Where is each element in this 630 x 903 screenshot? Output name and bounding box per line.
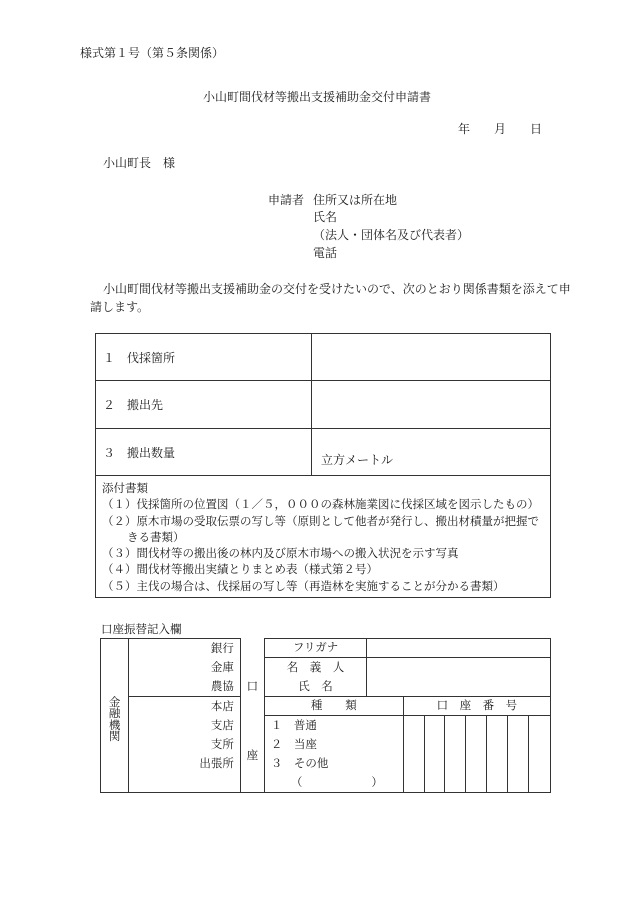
application-table [95, 333, 551, 598]
institution-vertical-label: 金 融 機 関 [101, 639, 129, 793]
bank-transfer-table [100, 638, 551, 793]
holder-name-field[interactable] [367, 658, 551, 697]
row-label-quantity: ３ 搬出数量 [96, 429, 312, 476]
account-label-2: 座 [246, 748, 259, 762]
attachment-item: （３）間伐材等の搬出後の林内及び原木市場への搬入状況を示す写真 [102, 546, 459, 561]
account-number-header: 口 座 番 号 [403, 697, 550, 716]
attachment-item: （２）原木市場の受取伝票の写し等（原則として他者が発行し、搬出材積量が把握で [102, 513, 539, 528]
date-day: 日 [530, 122, 543, 136]
attachment-item: （４）間伐材等搬出実績とりまとめ表（様式第２号） [102, 562, 378, 577]
account-label-1: 口 [240, 677, 264, 697]
table-row [96, 381, 551, 429]
furigana-label: フリガナ [264, 639, 366, 658]
attachments-heading: 添付書類 [102, 481, 148, 495]
account-digit[interactable] [466, 716, 487, 793]
account-type-field[interactable] [264, 716, 403, 793]
branch-type-branch: 支店 [210, 718, 234, 732]
attachment-item: （５）主伐の場合は、伐採届の写し等（再造林を実施することが分かる書類） [102, 578, 505, 593]
holder-name-label: 氏 名 [298, 679, 333, 693]
institution-type-nokyo: 農協 [210, 679, 234, 693]
quantity-field[interactable] [312, 429, 551, 476]
document-title: 小山町間伐材等搬出支援補助金交付申請書 [203, 90, 432, 104]
applicant-name: 氏名 [313, 210, 338, 224]
branch-type-main: 本店 [210, 699, 234, 713]
furigana-field[interactable] [367, 639, 551, 658]
institution-type-bank: 銀行 [210, 641, 234, 655]
destination-field[interactable] [312, 381, 551, 429]
row-label-felling-site: １ 伐採箇所 [96, 334, 312, 381]
branch-type-sub: 支所 [210, 737, 234, 751]
holder-label-cell [264, 658, 366, 697]
attachments-row [96, 476, 551, 598]
account-digit[interactable] [528, 716, 550, 793]
attachment-item-continued: きる書類） [127, 529, 185, 544]
attachment-item: （１）伐採箇所の位置図（１／５，０００の森林施業図に伐採区域を図示したもの） [102, 497, 539, 512]
holder-label: 名 義 人 [286, 660, 345, 674]
branch-name-field[interactable] [129, 697, 241, 793]
account-type-ordinary[interactable]: １ 普通 [270, 718, 317, 732]
account-digit[interactable] [403, 716, 424, 793]
felling-site-field[interactable] [312, 334, 551, 381]
type-header: 種 類 [264, 697, 403, 716]
applicant-label: 申請者 [268, 193, 305, 207]
account-digit[interactable] [445, 716, 466, 793]
institution-type-shinkin: 金庫 [210, 660, 234, 674]
branch-type-office: 出張所 [199, 756, 234, 770]
form-number: 様式第１号（第５条関係） [80, 46, 225, 60]
account-type-other[interactable]: ３ その他 [270, 756, 329, 770]
body-line-2: 請します。 [90, 300, 150, 314]
date-year: 年 [458, 122, 471, 136]
row-label-destination: ２ 搬出先 [96, 381, 312, 429]
account-type-current[interactable]: ２ 当座 [270, 737, 317, 751]
quantity-unit: 立方メートル [321, 452, 394, 467]
applicant-address: 住所又は所在地 [313, 193, 398, 207]
account-digit[interactable] [487, 716, 508, 793]
institution-name-field[interactable] [129, 639, 241, 697]
account-digit[interactable] [424, 716, 445, 793]
table-row [96, 334, 551, 381]
applicant-phone: 電話 [313, 246, 338, 260]
bank-section-title: 口座振替記入欄 [101, 622, 182, 636]
account-type-other-paren: （ ） [290, 775, 383, 789]
date-month: 月 [494, 122, 507, 136]
attachments-cell [96, 476, 551, 598]
table-row [96, 429, 551, 476]
account-digit[interactable] [508, 716, 529, 793]
body-line-1: 小山町間伐材等搬出支援補助金の交付を受けたいので、次のとおり関係書類を添えて申 [103, 282, 571, 296]
applicant-corporate-note: （法人・団体名及び代表者） [313, 228, 470, 242]
addressee: 小山町長 様 [103, 156, 176, 170]
